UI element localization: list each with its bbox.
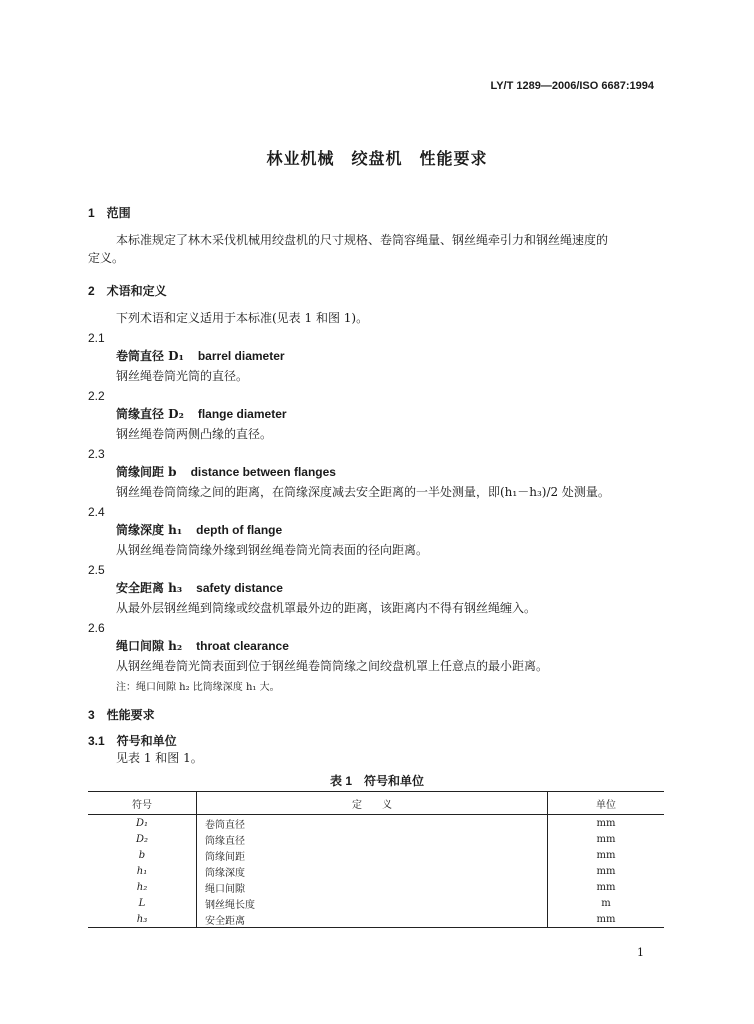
term-zh: 绳口间隙 h₂: [116, 639, 183, 653]
term-en: safety distance: [196, 581, 283, 595]
table-header-row: [88, 792, 664, 815]
table-row: [88, 879, 664, 895]
section-3-1-text: 见表 1 和图 1。: [116, 751, 203, 765]
term-title: [116, 462, 336, 482]
cell-symbol: D₂: [88, 831, 197, 847]
term-zh: 卷筒直径 D₁: [116, 349, 184, 363]
cell-symbol: h₂: [88, 879, 197, 895]
header-unit: 单位: [548, 792, 665, 815]
table-row: [88, 895, 664, 911]
cell-definition: 卷筒直径: [197, 815, 548, 832]
cell-unit: mm: [548, 911, 665, 928]
cell-definition: 筒缘直径: [197, 831, 548, 847]
term-en: depth of flange: [196, 523, 283, 537]
term-definition: 从最外层钢丝绳到筒缘或绞盘机罩最外边的距离，该距离内不得有钢丝绳缠入。: [116, 601, 537, 615]
table-row: [88, 911, 664, 928]
header-symbol: 符号: [88, 792, 197, 815]
term-title: [116, 520, 282, 540]
section-1-paragraph-line1: 本标准规定了林木采伐机械用绞盘机的尺寸规格、卷筒容绳量、钢丝绳牵引力和钢丝绳速度的: [116, 233, 609, 247]
term-title: [116, 346, 285, 366]
standard-number: LY/T 1289—2006/ISO 6687:1994: [490, 80, 654, 92]
header-definition: 定 义: [197, 792, 548, 815]
term-definition: 钢丝绳卷筒两侧凸缘的直径。: [116, 427, 273, 441]
section-3-1-heading: 3.1 符号和单位: [88, 734, 177, 748]
term-number: 2.6: [88, 621, 105, 635]
table-row: [88, 863, 664, 879]
term-title: [116, 636, 289, 656]
cell-definition: 筒缘间距: [197, 847, 548, 863]
document-title: 林业机械 绞盘机 性能要求: [266, 149, 488, 168]
term-zh: 安全距离 h₃: [116, 581, 183, 595]
table-row: [88, 831, 664, 847]
term-en: flange diameter: [197, 407, 287, 421]
page-number: 1: [637, 946, 644, 959]
term-number: 2.3: [88, 447, 105, 461]
term-zh: 筒缘直径 D₂: [116, 407, 184, 421]
term-number: 2.4: [88, 505, 105, 519]
cell-symbol: h₃: [88, 911, 197, 928]
cell-symbol: D₁: [88, 815, 197, 832]
term-definition: 钢丝绳卷筒光筒的直径。: [116, 369, 249, 383]
section-2-heading: 2 术语和定义: [88, 284, 167, 298]
cell-definition: 钢丝绳长度: [197, 895, 548, 911]
term-zh: 筒缘深度 h₁: [116, 523, 183, 537]
term-en: barrel diameter: [197, 349, 285, 363]
cell-symbol: L: [88, 895, 197, 911]
cell-definition: 安全距离: [197, 911, 548, 928]
table-row: [88, 847, 664, 863]
cell-unit: mm: [596, 865, 616, 877]
term-number: 2.2: [88, 389, 105, 403]
note: 注：绳口间隙 h₂ 比筒缘深度 h₁ 大。: [116, 682, 280, 693]
symbols-table: [88, 791, 664, 928]
section-1-heading: 1 范围: [88, 206, 131, 220]
term-en: throat clearance: [196, 639, 289, 653]
table-caption: 表 1 符号和单位: [329, 774, 424, 788]
term-number: 2.5: [88, 563, 105, 577]
cell-unit: mm: [596, 833, 616, 845]
cell-symbol: h₁: [88, 863, 197, 879]
cell-definition: 绳口间隙: [197, 879, 548, 895]
cell-definition: 筒缘深度: [197, 863, 548, 879]
term-en: distance between flanges: [190, 465, 336, 479]
term-title: [116, 404, 287, 424]
term-definition: 从钢丝绳卷筒光筒表面到位于钢丝绳卷筒筒缘之间绞盘机罩上任意点的最小距离。: [116, 659, 549, 673]
section-1-paragraph-line2: 定义。: [88, 251, 125, 265]
cell-unit: mm: [596, 881, 616, 893]
cell-symbol: b: [88, 847, 197, 863]
table-row: [88, 815, 664, 832]
term-definition: 从钢丝绳卷筒筒缘外缘到钢丝绳卷筒光筒表面的径向距离。: [116, 543, 429, 557]
section-3-heading: 3 性能要求: [88, 708, 155, 722]
term-title: [116, 578, 283, 598]
cell-unit: mm: [596, 849, 616, 861]
section-2-intro: 下列术语和定义适用于本标准(见表 1 和图 1)。: [116, 311, 369, 325]
term-number: 2.1: [88, 331, 105, 345]
term-zh: 筒缘间距 b: [116, 465, 177, 479]
cell-unit: mm: [596, 817, 616, 829]
cell-unit: m: [601, 897, 611, 909]
term-definition: 钢丝绳卷筒筒缘之间的距离，在筒缘深度减去安全距离的一半处测量，即(h₁－h₃)/2 处测量。: [116, 485, 610, 499]
